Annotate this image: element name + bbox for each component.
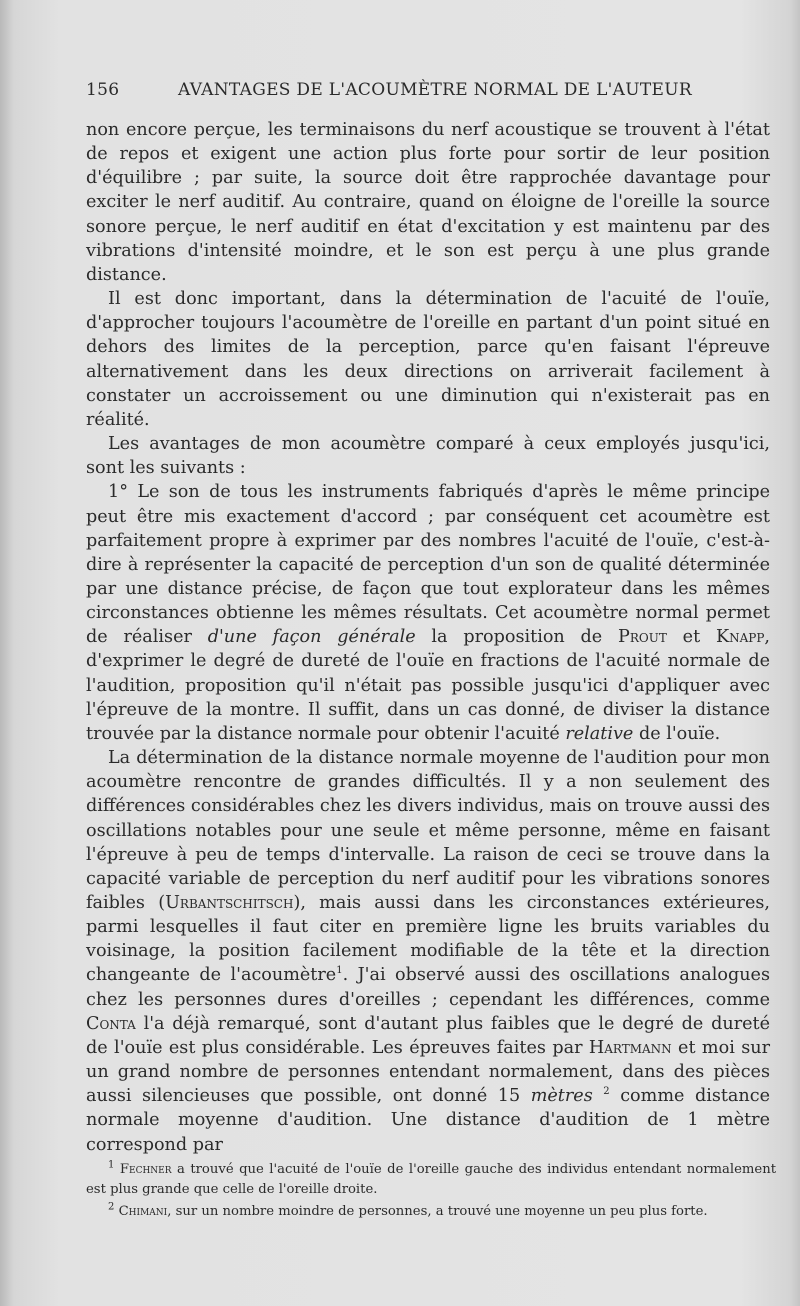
page-header xyxy=(86,80,770,110)
p4-italic-generale: d'une façon générale xyxy=(207,627,416,648)
p5-text-b: ), mais aussi dans les circonstances extérieures, parmi lesquelles il faut citer en première ligne les bruits variables du voisinage, la position facilement modifiable de la tête et la direction changeante de l'acoumètre xyxy=(86,893,770,986)
author-chimani: Chimani xyxy=(118,1204,168,1219)
paragraph-5 xyxy=(86,746,770,1157)
paragraph-4 xyxy=(86,480,770,746)
footnote-ref-1: 1 xyxy=(336,965,343,977)
page-number: 156 xyxy=(86,80,120,100)
author-urbantschitsch: Urbantschitsch xyxy=(165,893,294,913)
footnote-2-mark: 2 xyxy=(108,1201,115,1213)
p4-text-c: et xyxy=(666,627,716,648)
author-prout: Prout xyxy=(618,627,667,648)
footnote-1-mark: 1 xyxy=(108,1159,115,1171)
author-knapp: Knapp xyxy=(715,627,765,648)
footnote-2-text: , sur un nombre moindre de personnes, a trouvé une moyenne un peu plus forte. xyxy=(167,1204,708,1219)
body-text xyxy=(86,118,770,1157)
author-fechner: Fechner xyxy=(119,1162,172,1177)
author-hartmann: Hartmann xyxy=(588,1037,672,1058)
paragraph-3: Les avantages de mon acoumètre comparé à ceux employés jusqu'ici, sont les suivants : xyxy=(86,434,770,479)
paragraph-2: Il est donc important, dans la détermination de l'acuité de l'ouïe, d'approcher toujours l'acoumètre de l'oreille en partant d'un point situé en dehors des limites de la perception, parce qu'en faisant l'épreuve alternativement dans les deux directions on arriverait facilement à constater un accroissement ou une diminution qui n'existerait pas en réalité. xyxy=(86,289,770,430)
footnote-2 xyxy=(86,1202,776,1222)
p5-italic-metres: mètres xyxy=(530,1086,593,1107)
p4-text-a: 1° Le son de tous les instruments fabriqués d'après le même principe peut être mis exactement d'accord ; par conséquent cet acoumètre est parfaitement propre à exprimer par des nombres l'acuité de l'ouïe, c'est-à-dire à représenter la capacité de perception d'un son de qualité déterminée par une distance précise, de façon que tout explorateur dans les mêmes circonstances obtienne les mêmes résultats. Cet acoumètre normal permet de réaliser xyxy=(86,482,770,648)
p5-text-f: comme distance normale moyenne d'audition. Une distance d'audition de 1 mètre correspond par xyxy=(86,1086,771,1155)
footnote-1-text: a trouvé que l'acuité de l'ouïe de l'oreille gauche des individus entendant normalement est plus grande que celle de l'oreille droite. xyxy=(86,1162,776,1197)
p4-italic-relative: relative xyxy=(565,723,634,744)
p5-text-a: La détermination de la distance normale moyenne de l'audition pour mon acoumètre rencontre de grandes difficultés. Il y a non seulement des différences considérables chez les divers individus, mais on trouve aussi des oscillations notables pour une seule et même personne, même en faisant l'épreuve à peu de temps d'intervalle. La raison de ceci se trouve dans la capacité variable de perception du nerf auditif pour les vibrations sonores faibles ( xyxy=(86,748,770,913)
footnotes xyxy=(86,1160,776,1224)
author-conta: Conta xyxy=(86,1013,136,1034)
paragraph-1: non encore perçue, les terminaisons du nerf acoustique se trouvent à l'état de repos et exigent une action plus forte pour sortir de leur position d'équilibre ; par suite, la source doit être rapprochée davantage pour exciter le nerf auditif. Au contraire, quand on éloigne de l'oreille la source sonore perçue, le nerf auditif en état d'excitation y est maintenu par des vibrations d'intensité moindre, et le son est perçu à une plus grande distance. xyxy=(86,120,770,285)
running-title: AVANTAGES DE L'ACOUMÈTRE NORMAL DE L'AUTEUR xyxy=(178,80,692,100)
p5-text-c: . J'ai observé aussi des oscillations analogues chez les personnes dures d'oreilles ; cependant les différences, comme xyxy=(86,965,770,1010)
p4-text-e: de l'ouïe. xyxy=(633,723,721,744)
footnote-1 xyxy=(86,1160,776,1200)
p4-text-b: la proposition de xyxy=(415,627,619,648)
p5-text-e: et moi sur un grand nombre de personnes entendant normalement, dans des pièces aussi silencieuses que possible, ont donné 15 xyxy=(86,1037,770,1107)
p4-text-d: , d'exprimer le degré de dureté de l'ouïe en fractions de l'acuité normale de l'audition, proposition qu'il n'était pas possible jusqu'ici d'appliquer avec l'épreuve de la montre. Il suffit, dans un cas donné, de diviser la distance trouvée par la distance normale pour obtenir l'acuité xyxy=(86,627,771,744)
footnote-ref-2: 2 xyxy=(603,1086,610,1098)
p5-text-d: l'a déjà remarqué, sont d'autant plus faibles que le degré de dureté de l'ouïe est plus considérable. Les épreuves faites par xyxy=(86,1013,770,1058)
